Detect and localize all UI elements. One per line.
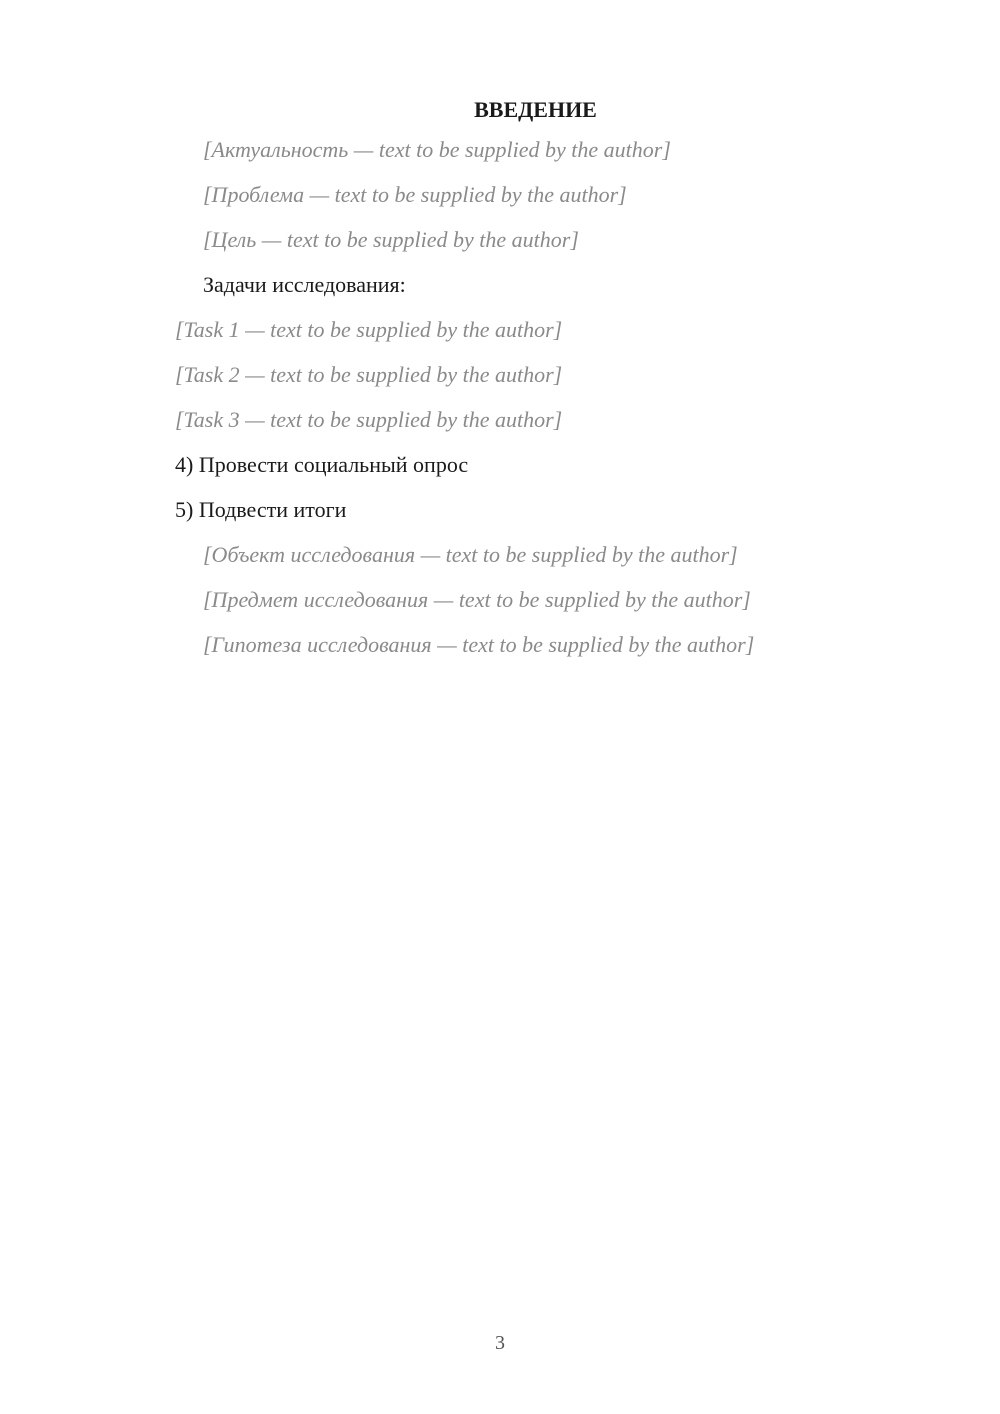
task-item-3: [Task 3 — text to be supplied by the author]: [175, 407, 563, 432]
task-item-4: 4) Провести социальный опрос: [175, 452, 469, 477]
task-item-5: 5) Подвести итоги: [175, 497, 347, 522]
paragraph-relevance: [Актуальность — text to be supplied by the author]: [203, 137, 671, 162]
tasks-heading: Задачи исследования:: [203, 272, 406, 297]
section-title: ВВЕДЕНИЕ: [474, 97, 597, 122]
task-item-1: [Task 1 — text to be supplied by the author]: [175, 317, 563, 342]
paragraph-object: [Объект исследования — text to be supplied by the author]: [203, 542, 738, 567]
paragraph-hypothesis: [Гипотеза исследования — text to be supplied by the author]: [203, 632, 755, 657]
paragraph-problem: [Проблема — text to be supplied by the author]: [203, 182, 627, 207]
paragraph-goal: [Цель — text to be supplied by the author]: [203, 227, 579, 252]
paragraph-subject: [Предмет исследования — text to be supplied by the author]: [203, 587, 751, 612]
task-item-2: [Task 2 — text to be supplied by the author]: [175, 362, 563, 387]
document-page: [143, 92, 928, 1332]
page-number: 3: [495, 1332, 505, 1354]
